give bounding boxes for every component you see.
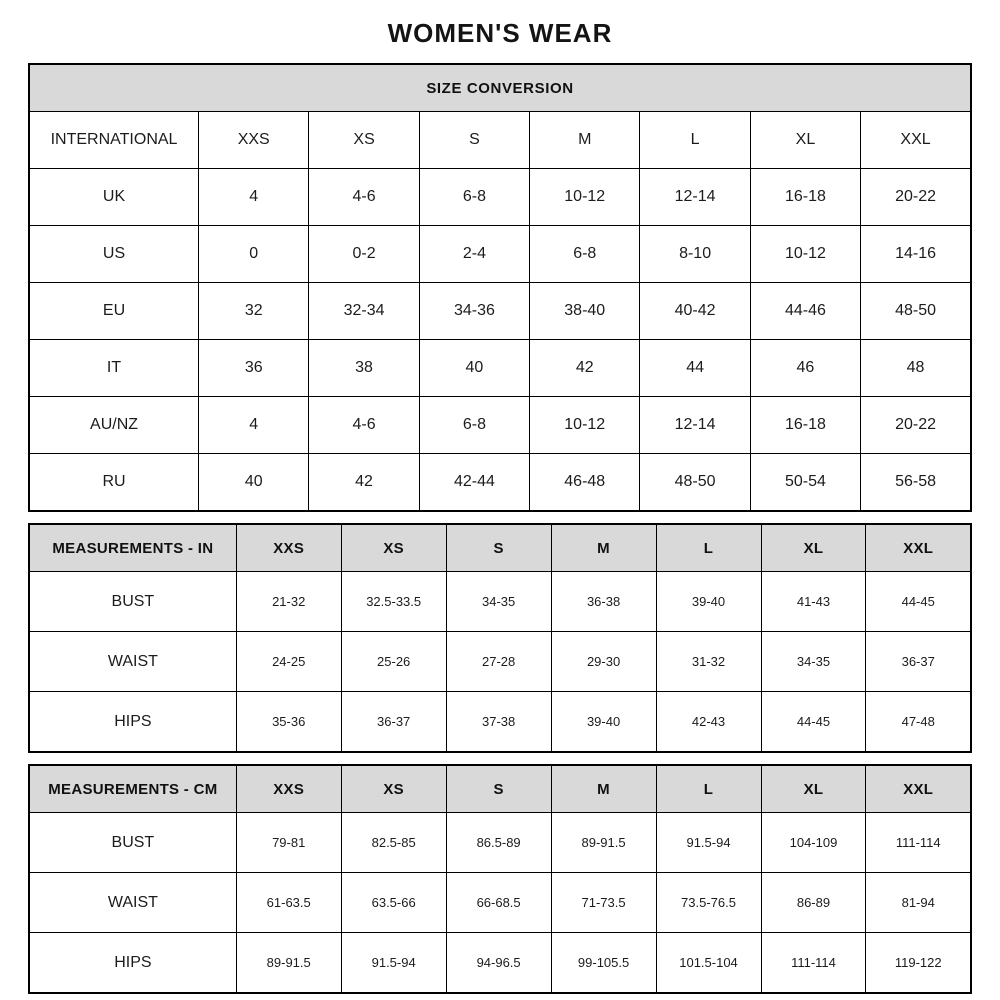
- value-cell: 42-43: [656, 692, 761, 753]
- value-cell: 0: [199, 226, 309, 283]
- row-label-cell: UK: [29, 169, 199, 226]
- value-cell: 46-48: [530, 454, 640, 512]
- size-header-cell: XS: [341, 524, 446, 572]
- value-cell: 86-89: [761, 873, 866, 933]
- size-header-cell: XL: [761, 524, 866, 572]
- value-cell: 29-30: [551, 632, 656, 692]
- table-row: [29, 873, 971, 933]
- value-cell: XS: [309, 112, 419, 169]
- size-header-cell: M: [551, 524, 656, 572]
- value-cell: 4-6: [309, 169, 419, 226]
- value-cell: 101.5-104: [656, 933, 761, 994]
- table-row: [29, 169, 971, 226]
- value-cell: 12-14: [640, 169, 750, 226]
- value-cell: 40: [199, 454, 309, 512]
- size-header-cell: XL: [761, 765, 866, 813]
- table-banner-row: [29, 64, 971, 112]
- value-cell: 41-43: [761, 572, 866, 632]
- value-cell: 39-40: [551, 692, 656, 753]
- value-cell: 111-114: [866, 813, 971, 873]
- header-label-cell: MEASUREMENTS - IN: [29, 524, 236, 572]
- value-cell: 94-96.5: [446, 933, 551, 994]
- value-cell: 21-32: [236, 572, 341, 632]
- value-cell: XXS: [199, 112, 309, 169]
- size-header-cell: M: [551, 765, 656, 813]
- value-cell: 86.5-89: [446, 813, 551, 873]
- value-cell: 24-25: [236, 632, 341, 692]
- value-cell: 2-4: [419, 226, 529, 283]
- value-cell: M: [530, 112, 640, 169]
- table-row: [29, 112, 971, 169]
- measurements-in-table: [28, 523, 972, 753]
- table-row: [29, 692, 971, 753]
- row-label-cell: HIPS: [29, 692, 236, 753]
- value-cell: 119-122: [866, 933, 971, 994]
- table-row: [29, 632, 971, 692]
- value-cell: 44-46: [750, 283, 860, 340]
- value-cell: 48: [861, 340, 971, 397]
- value-cell: 39-40: [656, 572, 761, 632]
- value-cell: 4: [199, 169, 309, 226]
- value-cell: 20-22: [861, 169, 971, 226]
- value-cell: 44-45: [761, 692, 866, 753]
- value-cell: 0-2: [309, 226, 419, 283]
- value-cell: 4-6: [309, 397, 419, 454]
- size-header-cell: XXL: [866, 524, 971, 572]
- value-cell: 38: [309, 340, 419, 397]
- value-cell: 6-8: [530, 226, 640, 283]
- row-label-cell: WAIST: [29, 632, 236, 692]
- header-label-cell: MEASUREMENTS - CM: [29, 765, 236, 813]
- size-header-cell: XXL: [866, 765, 971, 813]
- row-label-cell: RU: [29, 454, 199, 512]
- value-cell: 34-36: [419, 283, 529, 340]
- value-cell: 16-18: [750, 169, 860, 226]
- size-header-cell: XXS: [236, 765, 341, 813]
- value-cell: 71-73.5: [551, 873, 656, 933]
- value-cell: 8-10: [640, 226, 750, 283]
- value-cell: 38-40: [530, 283, 640, 340]
- value-cell: 37-38: [446, 692, 551, 753]
- value-cell: 89-91.5: [236, 933, 341, 994]
- page-title: WOMEN'S WEAR: [387, 18, 613, 48]
- value-cell: 36-37: [341, 692, 446, 753]
- value-cell: 10-12: [530, 397, 640, 454]
- size-conversion-table: [28, 63, 972, 512]
- table-row: [29, 226, 971, 283]
- measurements-cm-table: [28, 764, 972, 994]
- row-label-cell: US: [29, 226, 199, 283]
- value-cell: 56-58: [861, 454, 971, 512]
- value-cell: 89-91.5: [551, 813, 656, 873]
- value-cell: 36: [199, 340, 309, 397]
- row-label-cell: IT: [29, 340, 199, 397]
- value-cell: 12-14: [640, 397, 750, 454]
- row-label-cell: AU/NZ: [29, 397, 199, 454]
- value-cell: 111-114: [761, 933, 866, 994]
- value-cell: 10-12: [750, 226, 860, 283]
- value-cell: 36-38: [551, 572, 656, 632]
- value-cell: 47-48: [866, 692, 971, 753]
- size-header-cell: S: [446, 765, 551, 813]
- table-title-cell: SIZE CONVERSION: [29, 64, 971, 112]
- size-header-cell: L: [656, 765, 761, 813]
- table-header-row: [29, 765, 971, 813]
- size-header-cell: L: [656, 524, 761, 572]
- value-cell: 40: [419, 340, 529, 397]
- table-row: [29, 340, 971, 397]
- table-row: [29, 933, 971, 994]
- value-cell: 35-36: [236, 692, 341, 753]
- row-label-cell: WAIST: [29, 873, 236, 933]
- value-cell: 82.5-85: [341, 813, 446, 873]
- table-row: [29, 813, 971, 873]
- value-cell: 36-37: [866, 632, 971, 692]
- value-cell: 81-94: [866, 873, 971, 933]
- value-cell: 32.5-33.5: [341, 572, 446, 632]
- table-row: [29, 454, 971, 512]
- row-label-cell: BUST: [29, 813, 236, 873]
- value-cell: 46: [750, 340, 860, 397]
- table-row: [29, 283, 971, 340]
- value-cell: 42: [530, 340, 640, 397]
- value-cell: 31-32: [656, 632, 761, 692]
- value-cell: 6-8: [419, 169, 529, 226]
- value-cell: 73.5-76.5: [656, 873, 761, 933]
- value-cell: 42-44: [419, 454, 529, 512]
- value-cell: 104-109: [761, 813, 866, 873]
- value-cell: 50-54: [750, 454, 860, 512]
- value-cell: 27-28: [446, 632, 551, 692]
- value-cell: 14-16: [861, 226, 971, 283]
- value-cell: 32-34: [309, 283, 419, 340]
- table-row: [29, 397, 971, 454]
- size-header-cell: S: [446, 524, 551, 572]
- value-cell: 91.5-94: [656, 813, 761, 873]
- row-label-cell: EU: [29, 283, 199, 340]
- value-cell: S: [419, 112, 529, 169]
- value-cell: 66-68.5: [446, 873, 551, 933]
- row-label-cell: HIPS: [29, 933, 236, 994]
- value-cell: 16-18: [750, 397, 860, 454]
- size-header-cell: XS: [341, 765, 446, 813]
- value-cell: 34-35: [761, 632, 866, 692]
- size-header-cell: XXS: [236, 524, 341, 572]
- table-header-row: [29, 524, 971, 572]
- value-cell: 91.5-94: [341, 933, 446, 994]
- value-cell: 99-105.5: [551, 933, 656, 994]
- value-cell: 34-35: [446, 572, 551, 632]
- value-cell: 63.5-66: [341, 873, 446, 933]
- value-cell: 20-22: [861, 397, 971, 454]
- row-label-cell: BUST: [29, 572, 236, 632]
- value-cell: 42: [309, 454, 419, 512]
- value-cell: 48-50: [861, 283, 971, 340]
- value-cell: XXL: [861, 112, 971, 169]
- value-cell: 44-45: [866, 572, 971, 632]
- value-cell: 25-26: [341, 632, 446, 692]
- value-cell: 48-50: [640, 454, 750, 512]
- value-cell: 79-81: [236, 813, 341, 873]
- value-cell: 6-8: [419, 397, 529, 454]
- value-cell: L: [640, 112, 750, 169]
- value-cell: 61-63.5: [236, 873, 341, 933]
- value-cell: XL: [750, 112, 860, 169]
- value-cell: 40-42: [640, 283, 750, 340]
- value-cell: 10-12: [530, 169, 640, 226]
- value-cell: 44: [640, 340, 750, 397]
- table-row: [29, 572, 971, 632]
- value-cell: 32: [199, 283, 309, 340]
- value-cell: 4: [199, 397, 309, 454]
- row-label-cell: INTERNATIONAL: [29, 112, 199, 169]
